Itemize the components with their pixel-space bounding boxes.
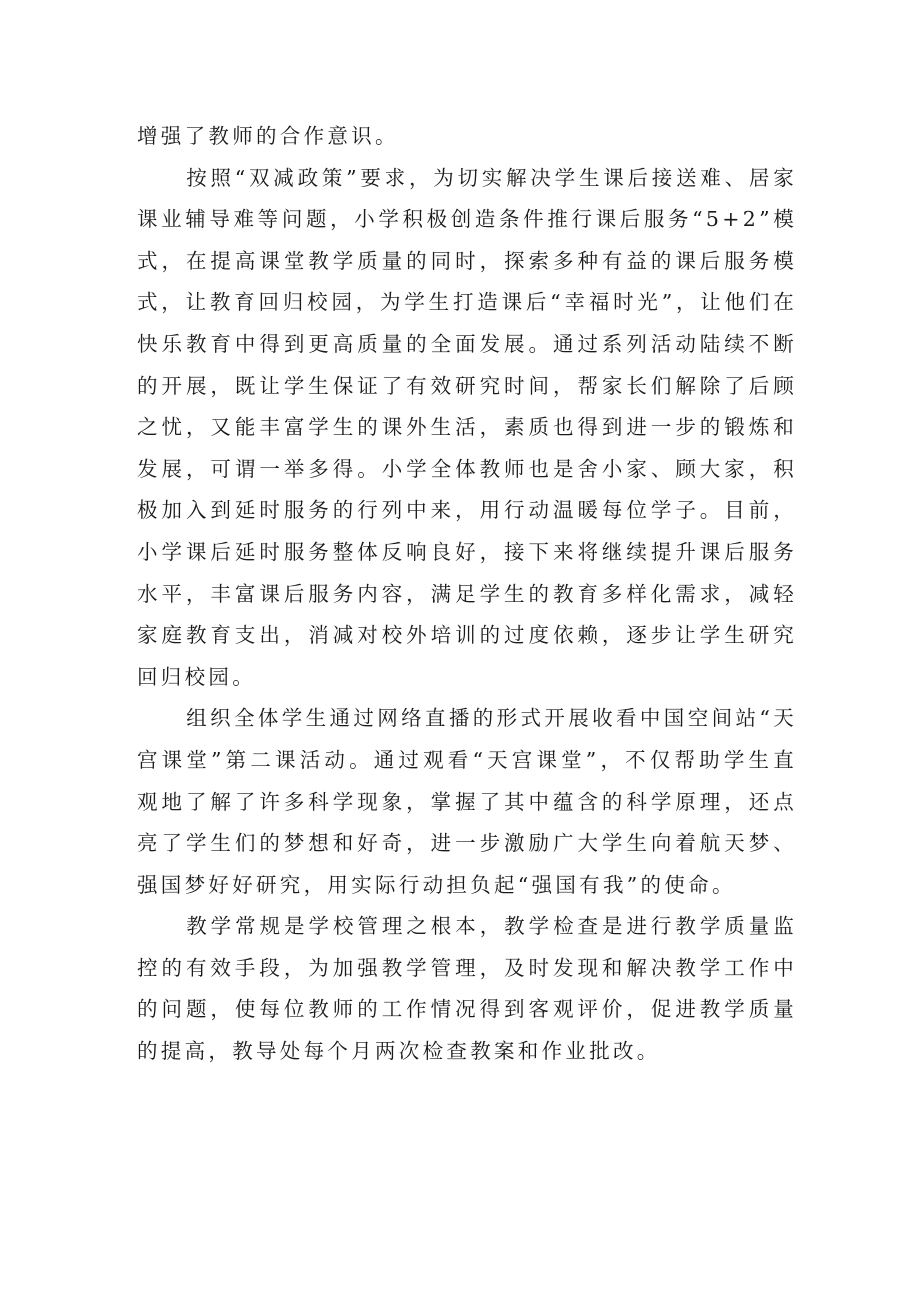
paragraph-teaching-inspection: 教学常规是学校管理之根本，教学检查是进行教学质量监控的有效手段，为加强教学管理，及时发现和解决教学工作中的问题，使每位教师的工作情况得到客观评价，促进教学质量的提高，教导处每个月两次检查教案和作业批改。 (137, 914, 797, 1064)
paragraph-tiangong-classroom: 组织全体学生通过网络直播的形式开展收看中国空间站“天宫课堂”第二课活动。通过观看“天宫课堂”，不仅帮助学生直观地了解了许多科学现象，掌握了其中蕴含的科学原理，还点亮了学生们的梦想和好奇，进一步激励广大学生向着航天梦、强国梦好好研究，用实际行动担负起“强国有我”的使命。 (137, 706, 797, 897)
paragraph-continuation: 增强了教师的合作意识。 (137, 124, 399, 148)
paragraph-after-school-service: 按照“双减政策”要求，为切实解决学生课后接送难、居家课业辅导难等问题，小学积极创造条件推行课后服务“5+2”模式，在提高课堂教学质量的同时，探索多种有益的课后服务模式，让教育回归校园，为学生打造课后“幸福时光”，让他们在快乐教育中得到更高质量的全面发展。通过系列活动陆续不断的开展，既让学生保证了有效研究时间，帮家长们解除了后顾之忧，又能丰富学生的课外生活，素质也得到进一步的锻炼和发展，可谓一举多得。小学全体教师也是舍小家、顾大家，积极加入到延时服务的行列中来，用行动温暖每位学子。目前，小学课后延时服务整体反响良好，接下来将继续提升课后服务水平，丰富课后服务内容，满足学生的教育多样化需求，减轻家庭教育支出，消减对校外培训的过度依赖，逐步让学生研究回归校园。 (137, 165, 797, 689)
body-text (137, 116, 797, 1073)
